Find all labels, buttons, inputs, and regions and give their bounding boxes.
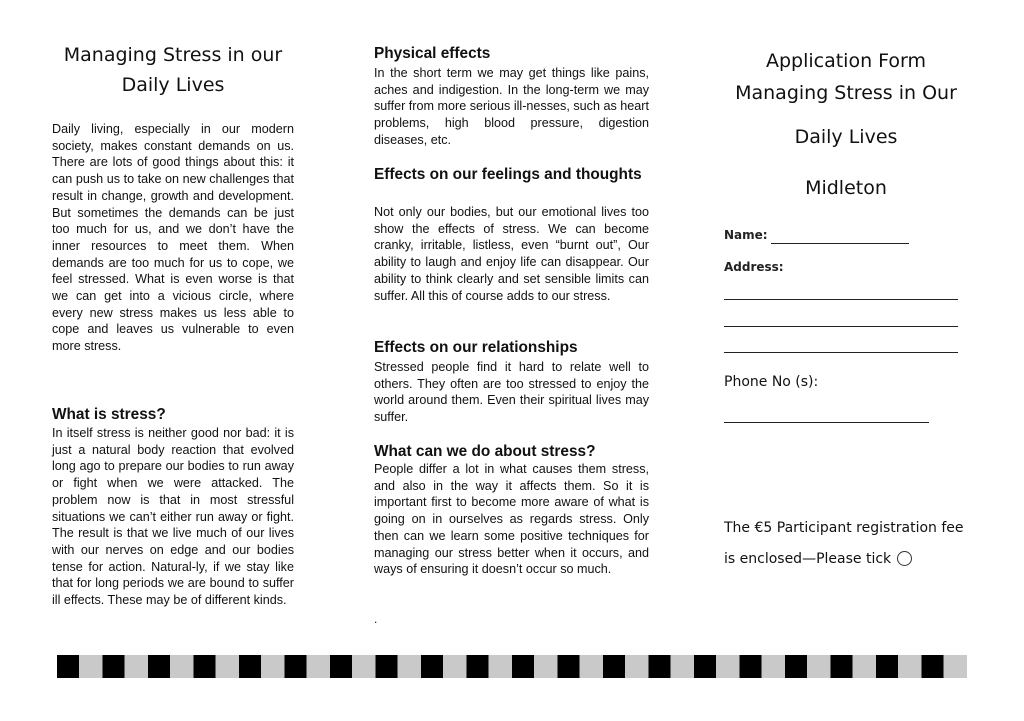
fee-text-line1: The €5 Participant registration fee bbox=[724, 520, 964, 536]
tick-circle-checkbox[interactable] bbox=[897, 551, 912, 566]
name-label: Name: bbox=[724, 228, 768, 242]
physical-effects-paragraph: In the short term we may get things like pains, aches and indigestion. In the long-term we may suffer from more serious ill-nesses, such as heart problems, high blood pressure, digestion diseases, etc. bbox=[374, 66, 649, 147]
form-title-line2: Managing Stress in Our bbox=[735, 82, 957, 104]
what-can-we-do-paragraph: People differ a lot in what causes them stress, and also in the way it affects them. So it is important first to become more aware of what is going on in ourselves as regards stress. Only then can we learn some positive techniques for managing our stress better when it occurs, and ways of ensuring it doesn’t occur so much. bbox=[374, 462, 649, 577]
leaflet-title-line2: Daily Lives bbox=[121, 74, 225, 96]
name-field-row bbox=[724, 226, 909, 244]
feelings-paragraph: Not only our bodies, but our emotional lives too show the effects of stress. We can become cranky, irritable, listless, even “burnt out”, Our ability to laugh and enjoy life can disappear. Our ability to think clearly and set sensible limits can suffer. All this of course adds to our stress. bbox=[374, 205, 649, 303]
physical-effects-heading: Physical effects bbox=[374, 45, 491, 62]
leaflet-title-line1: Managing Stress in our bbox=[63, 44, 283, 66]
address-label: Address: bbox=[724, 260, 784, 274]
trailing-mark: . bbox=[374, 612, 378, 626]
relationships-paragraph: Stressed people find it hard to relate well to others. They often are too stressed to enjoy the world around them. Even their spiritual lives may suffer. bbox=[374, 360, 649, 425]
form-title-line1: Application Form bbox=[765, 50, 927, 72]
leaflet-title bbox=[52, 40, 294, 100]
fee-tick-row bbox=[724, 551, 912, 567]
fee-text-line2: is enclosed—Please tick bbox=[724, 551, 892, 567]
decorative-stripe-border bbox=[57, 655, 967, 678]
phone-label: Phone No (s): bbox=[724, 374, 819, 390]
what-is-stress-heading: What is stress? bbox=[52, 406, 166, 423]
relationships-heading: Effects on our relationships bbox=[374, 339, 578, 356]
form-title-line3: Daily Lives bbox=[794, 126, 898, 148]
name-blank-line[interactable] bbox=[771, 231, 909, 244]
phone-blank-line[interactable] bbox=[724, 422, 929, 423]
address-blank-line-1[interactable] bbox=[724, 299, 958, 300]
what-can-we-do-heading: What can we do about stress? bbox=[374, 443, 596, 460]
form-location: Midleton bbox=[805, 177, 887, 199]
intro-paragraph: Daily living, especially in our modern society, makes constant demands on us. There are lots of good things about this: it can push us to take on new challenges that result in change, growth and development. But sometimes the demands can be just too much for us, and we don’t have the inner resources to meet them. When demands are too much for us to cope, we feel stressed. What is even worse is that we can get into a vicious circle, where every new stress makes us less able to cope and leaves us vulnerable to even more stress. bbox=[52, 122, 294, 354]
address-blank-line-3[interactable] bbox=[724, 352, 958, 353]
address-blank-line-2[interactable] bbox=[724, 326, 958, 327]
what-is-stress-paragraph: In itself stress is neither good nor bad: it is just a natural body reaction that evolved long ago to prepare our bodies to run away or fight when we were attacked. The problem now is that in most stressful situations we can’t either run away or fight. The result is that we live much of our lives with our nerves on edge and our bodies tense for action. Natural-ly, if we stay like that for long periods we are bound to suffer ill effects. These may be of different kinds. bbox=[52, 426, 294, 608]
feelings-heading: Effects on our feelings and thoughts bbox=[374, 166, 642, 183]
